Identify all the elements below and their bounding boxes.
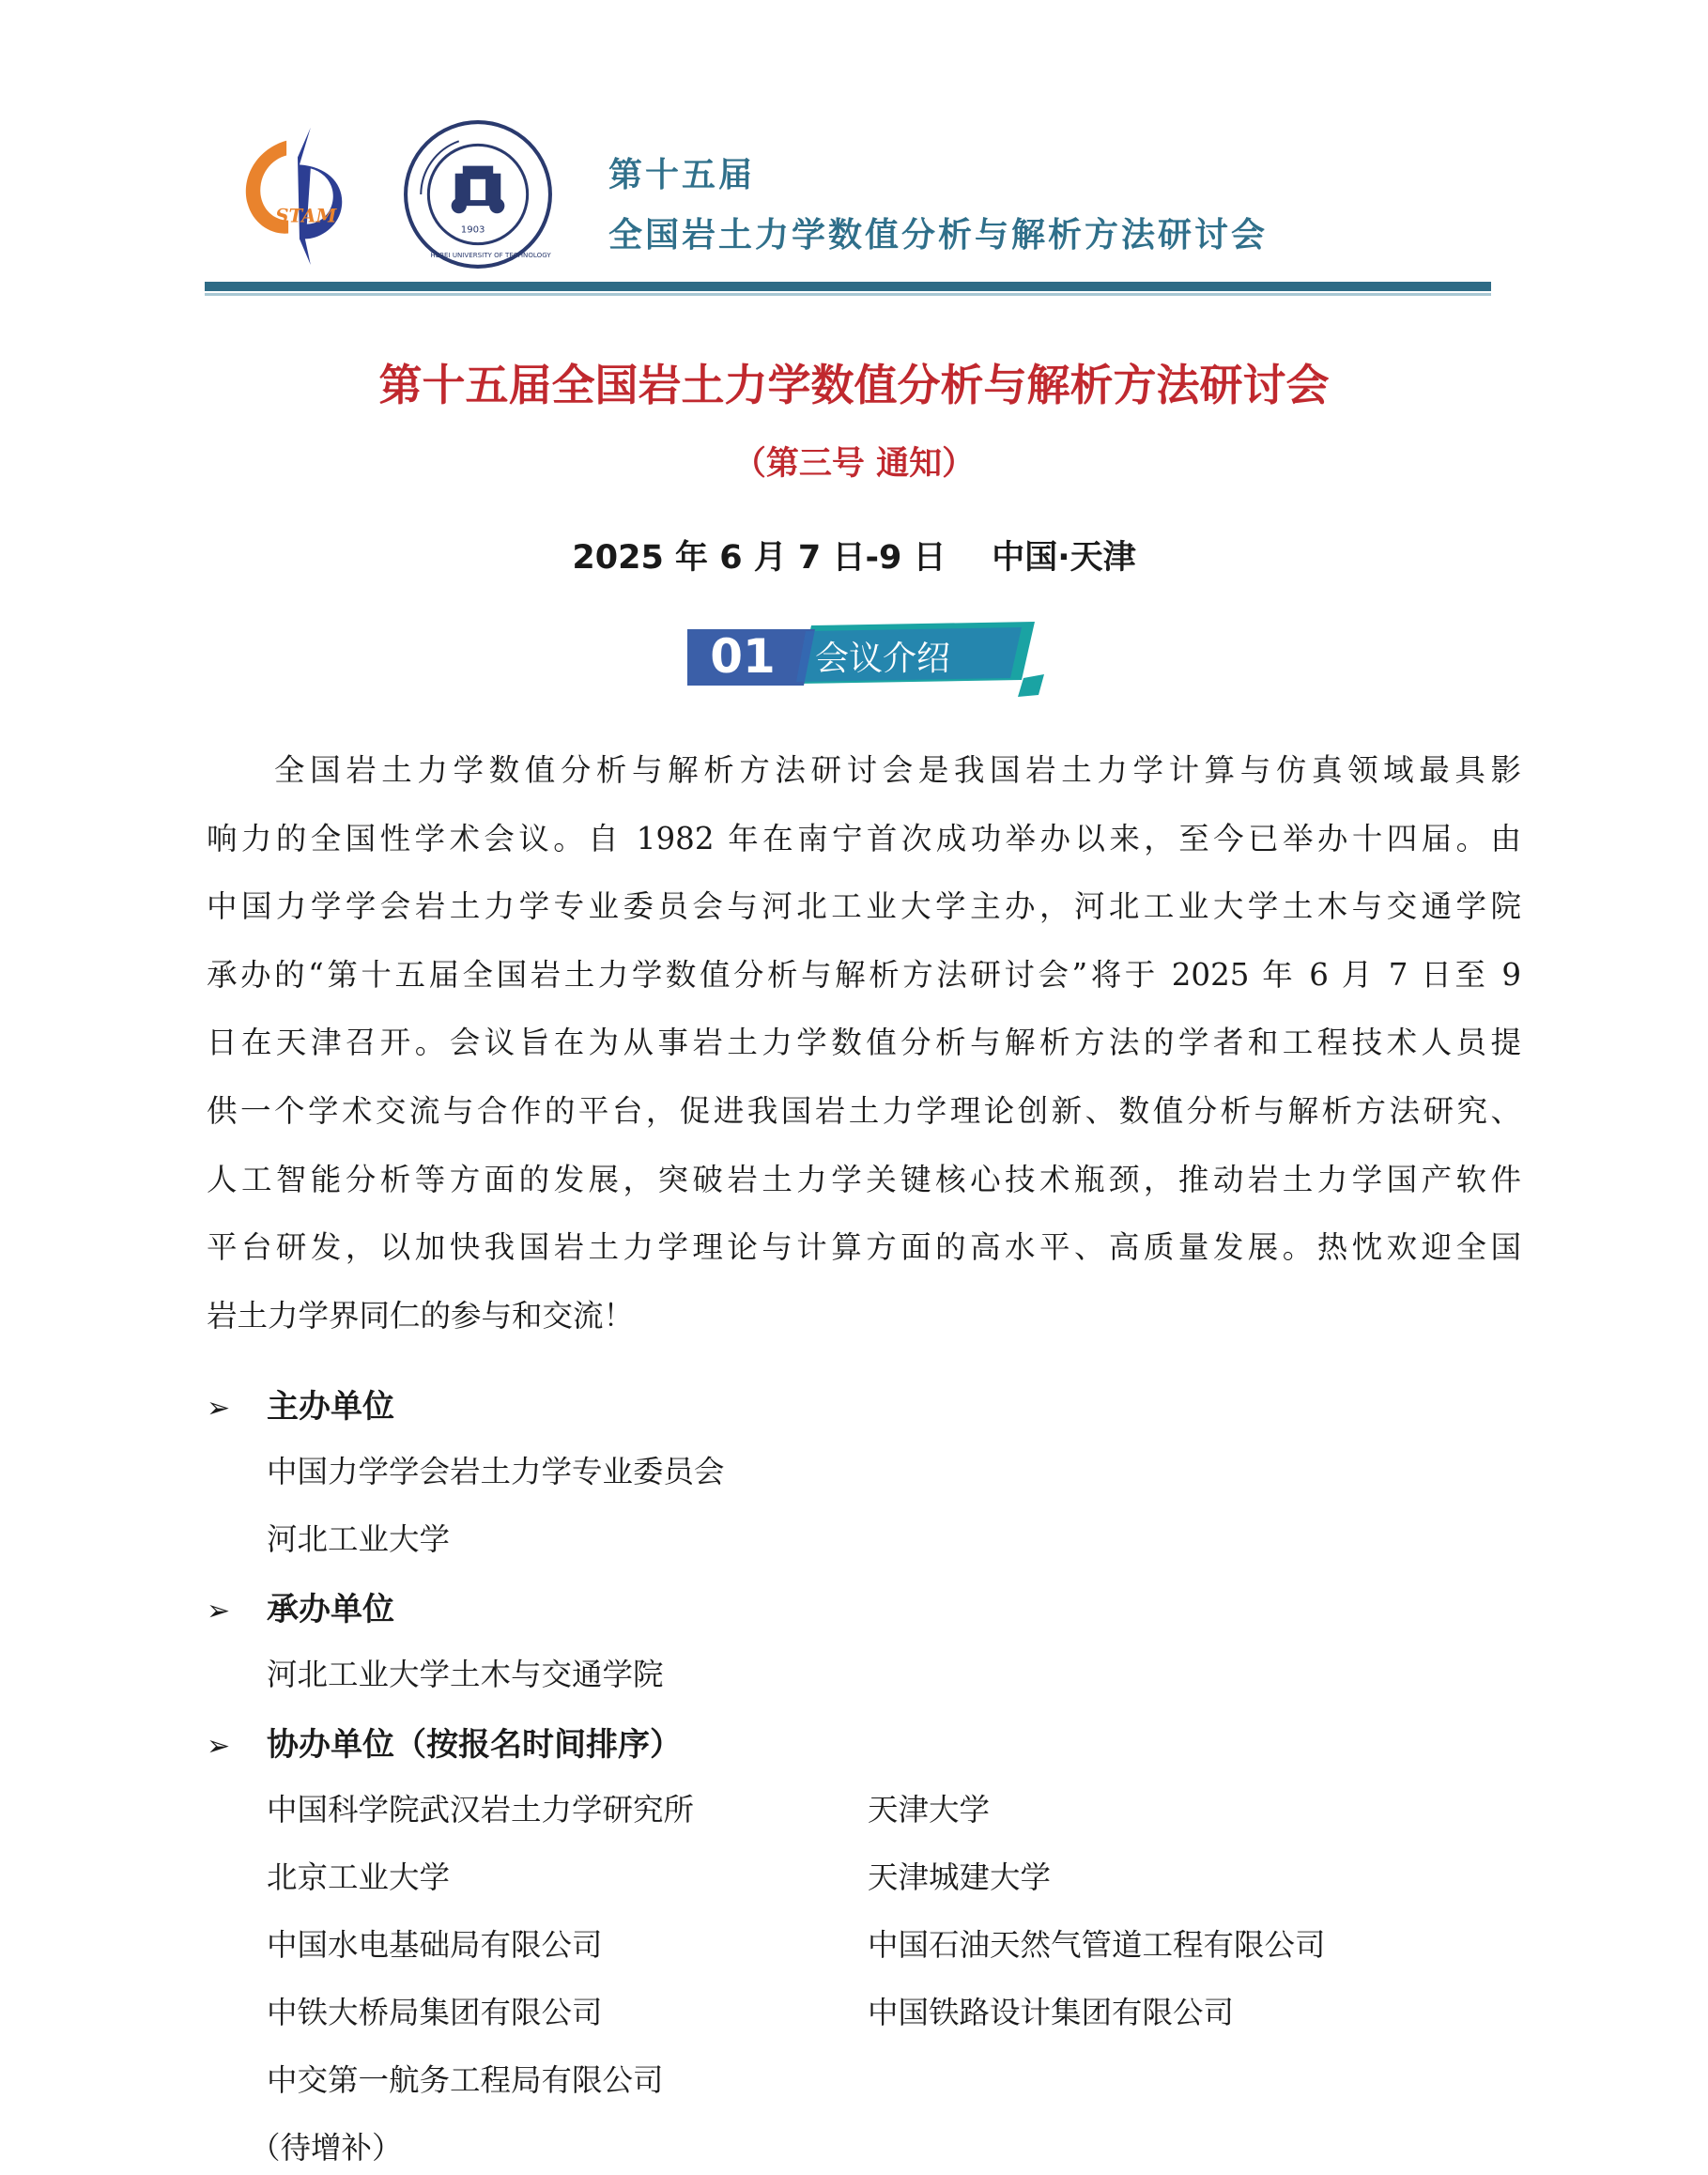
organizers-heading: ➢ 主办单位 <box>207 1388 394 1426</box>
co-organizer-item: 中交第一航务工程局有限公司 <box>267 2062 664 2098</box>
intro-paragraph <box>207 736 1521 1350</box>
co-organizer-item: 中国科学院武汉岩土力学研究所 <box>267 1792 695 1828</box>
university-seal-logo <box>402 118 554 270</box>
co-organizer-item: 中国石油天然气管道工程有限公司 <box>868 1927 1326 1963</box>
organizer-item: 河北工业大学 <box>267 1521 451 1557</box>
intro-line: 承办的“第十五届全国岩土力学数值分析与解析方法研讨会”将于 2025 年 6 月 7 日至 9 <box>207 956 1521 993</box>
header-title-line2: 全国岩土力学数值分析与解析方法研讨会 <box>608 216 1269 255</box>
stam-logo <box>222 120 370 269</box>
header-title-line1: 第十五届 <box>608 156 756 194</box>
co-organizer-item: 中铁大桥局集团有限公司 <box>267 1995 603 2030</box>
bullet-arrow-icon: ➢ <box>207 1595 231 1627</box>
intro-line: 平台研发，以加快我国岩土力学理论与计算方面的高水平、高质量发展。热忱欢迎全国 <box>207 1229 1521 1266</box>
co-organizer-item: 中国水电基础局有限公司 <box>267 1927 603 1963</box>
bullet-arrow-icon: ➢ <box>207 1730 231 1763</box>
co-organizer-item: 天津城建大学 <box>868 1859 1052 1895</box>
section-label: 会议介绍 <box>815 640 951 678</box>
date-location: 2025 年 6 月 7 日-9 日 中国·天津 <box>572 539 1136 577</box>
bullet-arrow-icon: ➢ <box>207 1392 231 1425</box>
svg-text:1903: 1903 <box>460 224 485 236</box>
svg-text:STAM: STAM <box>275 204 337 227</box>
intro-line: 人工智能分析等方面的发展，突破岩土力学关键核心技术瓶颈，推动岩土力学国产软件 <box>207 1161 1521 1197</box>
header-divider <box>205 282 1491 291</box>
conference-title: 第十五届全国岩土力学数值分析与解析方法研讨会 <box>378 360 1330 410</box>
host-heading: ➢ 承办单位 <box>207 1591 394 1628</box>
intro-line: 供一个学术交流与合作的平台，促进我国岩土力学理论创新、数值分析与解析方法研究、 <box>207 1092 1521 1129</box>
intro-line: 日在天津召开。会议旨在为从事岩土力学数值分析与解析方法的学者和工程技术人员提 <box>207 1025 1521 1061</box>
header-divider-thin <box>205 293 1491 296</box>
co-organizers-heading: ➢ 协办单位（按报名时间排序） <box>207 1726 682 1764</box>
intro-line: 岩土力学界同仁的参与和交流！ <box>207 1297 635 1334</box>
co-organizer-item: 中国铁路设计集团有限公司 <box>868 1995 1235 2030</box>
host-item: 河北工业大学土木与交通学院 <box>267 1657 664 1692</box>
intro-line: 中国力学学会岩土力学专业委员会与河北工业大学主办，河北工业大学土木与交通学院 <box>207 888 1521 925</box>
section-number: 01 <box>710 629 776 684</box>
co-organizers-note: （待增补） <box>250 2130 403 2166</box>
organizer-item: 中国力学学会岩土力学专业委员会 <box>267 1454 725 1489</box>
co-organizer-item: 北京工业大学 <box>267 1859 451 1895</box>
intro-line: 响力的全国性学术会议。自 1982 年在南宁首次成功举办以来，至今已举办十四届。由 <box>207 820 1521 856</box>
notice-subtitle: （第三号 通知） <box>732 445 976 483</box>
co-organizer-item: 天津大学 <box>868 1792 991 1828</box>
svg-text:HEBEI UNIVERSITY OF TECHNOLOGY: HEBEI UNIVERSITY OF TECHNOLOGY <box>430 250 551 259</box>
intro-line: 全国岩土力学数值分析与解析方法研讨会是我国岩土力学计算与仿真领域最具影 <box>274 752 1521 788</box>
